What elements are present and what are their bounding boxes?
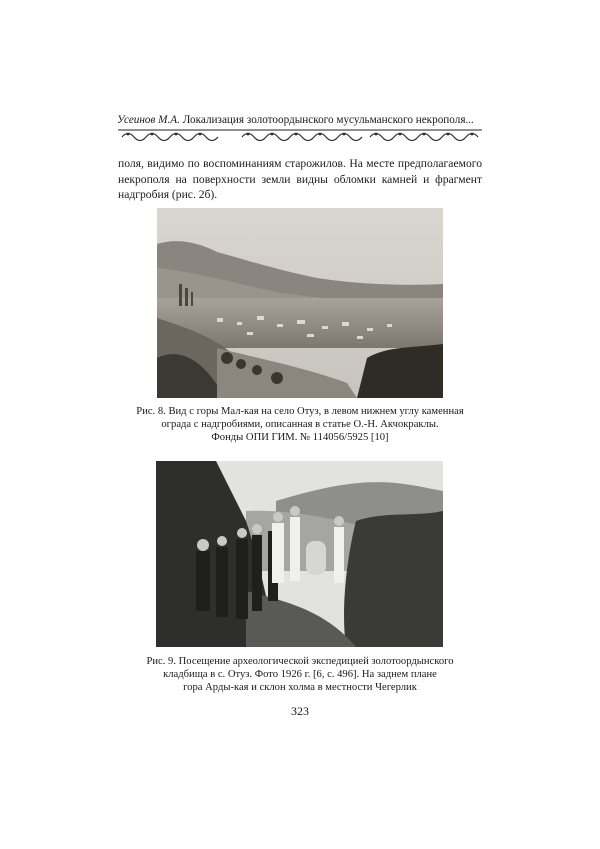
figure-8-photo bbox=[157, 208, 443, 398]
caption-line: ограда с надгробиями, описанная в статье О.-Н. Акчокраклы. bbox=[161, 418, 439, 430]
caption-line: Фонды ОПИ ГИМ. № 114056/5925 [10] bbox=[211, 431, 389, 443]
caption-line: гора Арды-кая и склон холма в местности Чегерлик bbox=[183, 681, 417, 693]
caption-line: Рис. 8. Вид с горы Мал-кая на село Отуз, в левом нижнем углу каменная bbox=[136, 406, 464, 417]
body-paragraph: поля, видимо по воспоминаниям старожилов. На месте предполагаемого некрополя на поверхности земли видны обломки камней и фрагмент надгробия (рис. 2б). bbox=[118, 157, 482, 201]
figure-9-caption bbox=[130, 656, 470, 694]
caption-line: Рис. 9. Посещение археологической экспедицией золотоордынского bbox=[146, 656, 454, 667]
running-head bbox=[117, 113, 483, 127]
page-number: 323 bbox=[291, 704, 309, 718]
caption-line: кладбища в с. Отуз. Фото 1926 г. [6, с. 496]. На заднем плане bbox=[163, 668, 437, 680]
header-author: Усеинов М.А. bbox=[117, 114, 180, 126]
header-title: Локализация золотоордынского мусульманского некрополя... bbox=[182, 114, 474, 126]
ornament-divider bbox=[118, 129, 482, 141]
figure-9-photo bbox=[156, 461, 443, 647]
figure-8-caption bbox=[130, 406, 470, 444]
